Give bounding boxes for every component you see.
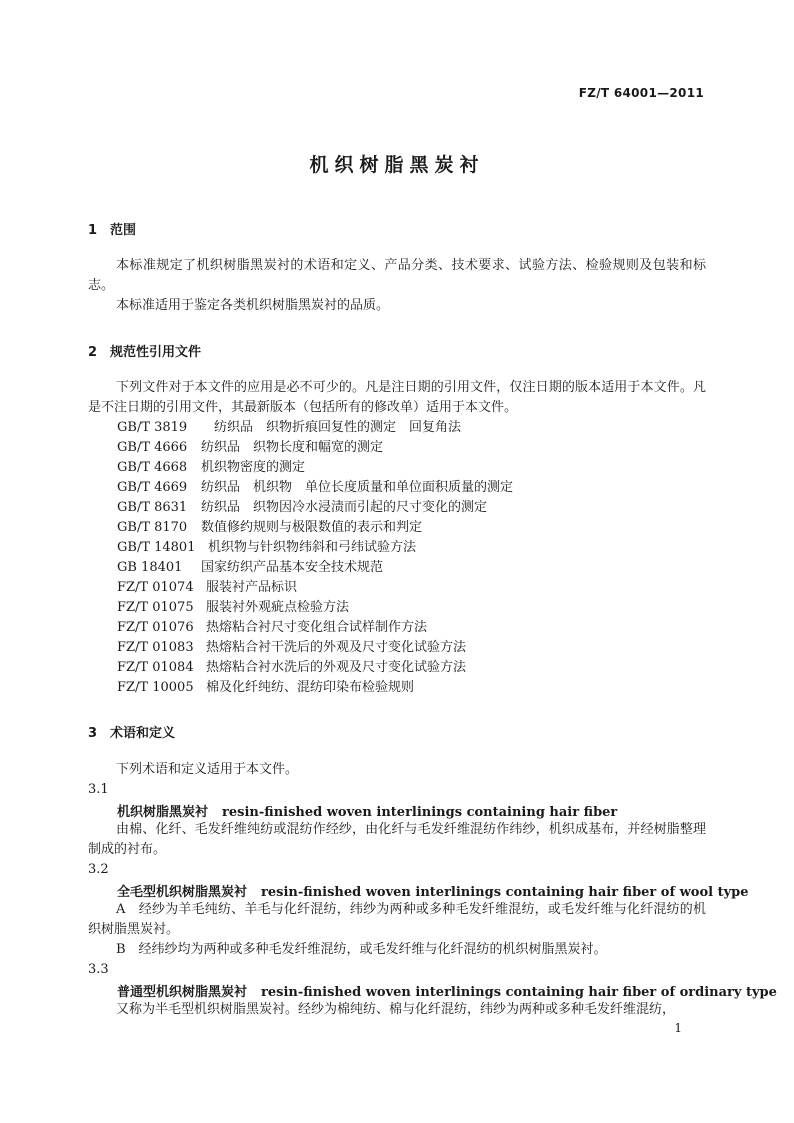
reference-item <box>117 558 383 578</box>
reference-item <box>117 618 427 638</box>
reference-code: FZ/T 01083 <box>117 640 194 655</box>
reference-item <box>117 598 349 618</box>
standard-code: FZ/T 64001—2011 <box>578 86 704 100</box>
reference-title: 服装衬产品标识 <box>206 580 298 595</box>
reference-item <box>117 458 305 478</box>
reference-title: 热熔粘合衬水洗后的外观及尺寸变化试验方法 <box>206 660 467 675</box>
reference-code: FZ/T 01074 <box>117 580 194 595</box>
paragraph: 下列文件对于本文件的应用是必不可少的。凡是注日期的引用文件，仅注日期的版本适用于本文件。凡是不注日期的引用文件，其最新版本（包括所有的修改单）适用于本文件。 <box>88 380 706 415</box>
reference-code: GB/T 8631 <box>117 500 188 515</box>
term-en: resin-finished woven interlinings containing hair fiber <box>222 805 618 820</box>
section-title: 规范性引用文件 <box>110 345 202 360</box>
reference-code: GB/T 14801 <box>117 540 196 555</box>
reference-item <box>117 418 461 438</box>
reference-title: 热熔粘合衬干洗后的外观及尺寸变化试验方法 <box>206 640 467 655</box>
reference-code: FZ/T 01076 <box>117 620 194 635</box>
reference-title: 机织物与针织物纬斜和弓纬试验方法 <box>208 540 417 555</box>
paragraph: 下列术语和定义适用于本文件。 <box>116 762 299 777</box>
reference-code: FZ/T 01084 <box>117 660 194 675</box>
term-number: 3.2 <box>88 862 109 877</box>
reference-title: 纺织品 机织物 单位长度质量和单位面积质量的测定 <box>201 480 514 495</box>
section-heading-normative-references <box>88 341 201 360</box>
term-entry <box>117 801 617 820</box>
term-definition: 由棉、化纤、毛发纤维纯纺或混纺作经纱，由化纤与毛发纤维混纺作纬纱，机织成基布，并经树脂整理制成的衬布。 <box>88 822 706 857</box>
term-definition: 又称为半毛型机织树脂黑炭衬。经纱为棉纯纺、棉与化纤混纺，纬纱为两种或多种毛发纤维混纺， <box>116 1002 676 1017</box>
reference-code: FZ/T 01075 <box>117 600 194 615</box>
reference-code: GB 18401 <box>117 560 183 575</box>
reference-item <box>117 678 414 698</box>
section-number: 1 <box>88 223 98 238</box>
reference-item <box>117 578 297 598</box>
reference-code: GB/T 4668 <box>117 460 188 475</box>
reference-title: 机织物密度的测定 <box>201 460 306 475</box>
reference-code: GB/T 4669 <box>117 480 188 495</box>
section-title: 范围 <box>110 223 137 238</box>
reference-item <box>117 478 513 498</box>
reference-title: 服装衬外观疵点检验方法 <box>206 600 350 615</box>
term-entry <box>117 981 777 1000</box>
reference-item <box>117 438 383 458</box>
term-entry <box>117 881 749 900</box>
reference-item <box>117 498 487 518</box>
paragraph: 本标准适用于鉴定各类机织树脂黑炭衬的品质。 <box>116 298 390 313</box>
term-number: 3.1 <box>88 782 109 797</box>
reference-title: 国家纺织产品基本安全技术规范 <box>201 560 384 575</box>
term-en: resin-finished woven interlinings containing hair fiber of wool type <box>261 885 749 900</box>
reference-title: 数值修约规则与极限数值的表示和判定 <box>201 520 423 535</box>
section-title: 术语和定义 <box>110 726 176 741</box>
reference-title: 纺织品 织物因冷水浸渍而引起的尺寸变化的测定 <box>201 500 488 515</box>
term-zh: 机织树脂黑炭衬 <box>117 805 209 820</box>
reference-item <box>117 658 466 678</box>
term-definition: B 经纬纱均为两种或多种毛发纤维混纺，或毛发纤维与化纤混纺的机织树脂黑炭衬。 <box>116 942 607 957</box>
page-number: 1 <box>674 1021 682 1035</box>
term-zh: 全毛型机织树脂黑炭衬 <box>117 885 248 900</box>
section-number: 3 <box>88 726 98 741</box>
reference-item <box>117 518 422 538</box>
reference-title: 纺织品 织物折痕回复性的测定 回复角法 <box>214 420 462 435</box>
term-en: resin-finished woven interlinings containing hair fiber of ordinary type <box>261 985 777 1000</box>
reference-code: GB/T 3819 <box>117 420 188 435</box>
reference-title: 纺织品 织物长度和幅宽的测定 <box>201 440 384 455</box>
reference-code: GB/T 8170 <box>117 520 188 535</box>
section-heading-terms-definitions <box>88 722 175 741</box>
reference-code: FZ/T 10005 <box>117 680 194 695</box>
reference-item <box>117 538 416 558</box>
term-definition: A 经纱为羊毛纯纺、羊毛与化纤混纺，纬纱为两种或多种毛发纤维混纺，或毛发纤维与化纤混纺的机织树脂黑炭衬。 <box>88 902 706 937</box>
section-heading-scope <box>88 219 136 238</box>
reference-title: 棉及化纤纯纺、混纺印染布检验规则 <box>206 680 415 695</box>
section-number: 2 <box>88 345 98 360</box>
term-zh: 普通型机织树脂黑炭衬 <box>117 985 248 1000</box>
reference-title: 热熔粘合衬尺寸变化组合试样制作方法 <box>206 620 428 635</box>
document-title: 机织树脂黑炭衬 <box>309 154 485 176</box>
paragraph: 本标准规定了机织树脂黑炭衬的术语和定义、产品分类、技术要求、试验方法、检验规则及包装和标志。 <box>88 258 706 293</box>
term-number: 3.3 <box>88 962 109 977</box>
reference-code: GB/T 4666 <box>117 440 188 455</box>
reference-item <box>117 638 466 658</box>
